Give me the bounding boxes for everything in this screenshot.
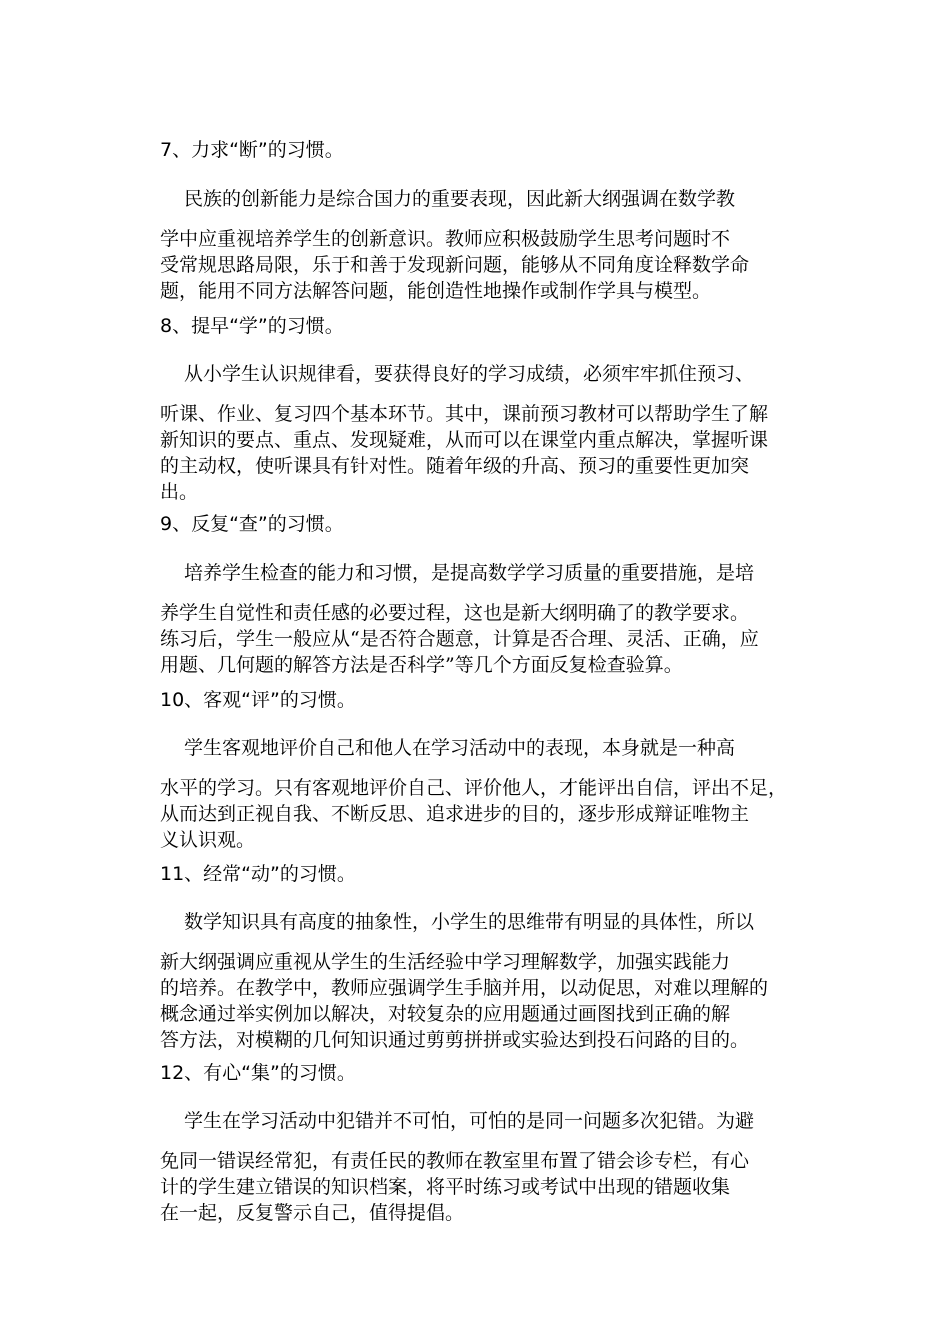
section-paragraph-12 (160, 1108, 840, 1226)
paragraph-line: 答方法，对模糊的几何知识通过剪剪拼拼或实验达到投石问路的目的。 (160, 1029, 750, 1051)
section-heading-9: 9、反复“查”的习惯。 (160, 513, 344, 535)
paragraph-line: 的主动权，使听课具有针对性。随着年级的升高、预习的重要性更加突 (160, 455, 750, 477)
paragraph-line: 数学知识具有高度的抽象性，小学生的思维带有明显的具体性，所以 (184, 911, 755, 933)
paragraph-line: 水平的学习。只有客观地评价自己、评价他人，才能评出自信，评出不足， (160, 777, 788, 799)
paragraph-line: 学生客观地评价自己和他人在学习活动中的表现，本身就是一种高 (184, 737, 736, 759)
paragraph-line: 在一起，反复警示自己，值得提倡。 (160, 1202, 465, 1224)
paragraph-line: 题，能用不同方法解答问题，能创造性地操作或制作学具与模型。 (160, 280, 712, 302)
paragraph-line: 新知识的要点、重点、发现疑难，从而可以在课堂内重点解决，掌握听课 (160, 429, 769, 451)
paragraph-line: 学中应重视培养学生的创新意识。教师应积极鼓励学生思考问题时不 (160, 228, 731, 250)
paragraph-line: 养学生自觉性和责任感的必要过程，这也是新大纲明确了的教学要求。 (160, 602, 750, 624)
paragraph-line: 的培养。在教学中，教师应强调学生手脑并用，以动促思，对难以理解的 (160, 977, 769, 999)
section-paragraph-9 (160, 560, 840, 678)
paragraph-line: 义认识观。 (160, 829, 256, 851)
paragraph-line: 出。 (160, 481, 199, 503)
section-heading-10: 10、客观“评”的习惯。 (160, 689, 356, 711)
section-heading-11: 11、经常“动”的习惯。 (160, 863, 356, 885)
section-heading-8: 8、提早“学”的习惯。 (160, 315, 344, 337)
paragraph-line: 学生在学习活动中犯错并不可怕，可怕的是同一问题多次犯错。为避 (184, 1110, 755, 1132)
paragraph-line: 受常规思路局限，乐于和善于发现新问题，能够从不同角度诠释数学命 (160, 254, 750, 276)
section-paragraph-11 (160, 909, 840, 1053)
section-heading-7: 7、力求“断”的习惯。 (160, 139, 344, 161)
paragraph-line: 听课、作业、复习四个基本环节。其中，课前预习教材可以帮助学生了解 (160, 403, 769, 425)
section-paragraph-8 (160, 361, 840, 505)
paragraph-line: 从而达到正视自我、不断反思、追求进步的目的，逐步形成辩证唯物主 (160, 803, 750, 825)
paragraph-line: 用题、几何题的解答方法是否科学”等几个方面反复检查验算。 (160, 654, 683, 676)
paragraph-line: 练习后，学生一般应从“是否符合题意，计算是否合理、灵活、正确，应 (160, 628, 759, 650)
section-heading-12: 12、有心“集”的习惯。 (160, 1062, 356, 1084)
section-paragraph-7 (160, 186, 840, 304)
section-paragraph-10 (160, 735, 840, 853)
paragraph-line: 民族的创新能力是综合国力的重要表现，因此新大纲强调在数学教 (184, 188, 736, 210)
paragraph-line: 概念通过举实例加以解决，对较复杂的应用题通过画图找到正确的解 (160, 1003, 731, 1025)
paragraph-line: 从小学生认识规律看，要获得良好的学习成绩，必须牢牢抓住预习、 (184, 363, 755, 385)
paragraph-line: 培养学生检查的能力和习惯，是提高数学学习质量的重要措施，是培 (184, 562, 755, 584)
paragraph-line: 新大纲强调应重视从学生的生活经验中学习理解数学，加强实践能力 (160, 951, 731, 973)
paragraph-line: 计的学生建立错误的知识档案，将平时练习或考试中出现的错题收集 (160, 1176, 731, 1198)
paragraph-line: 免同一错误经常犯，有责任民的教师在教室里布置了错会诊专栏，有心 (160, 1150, 750, 1172)
